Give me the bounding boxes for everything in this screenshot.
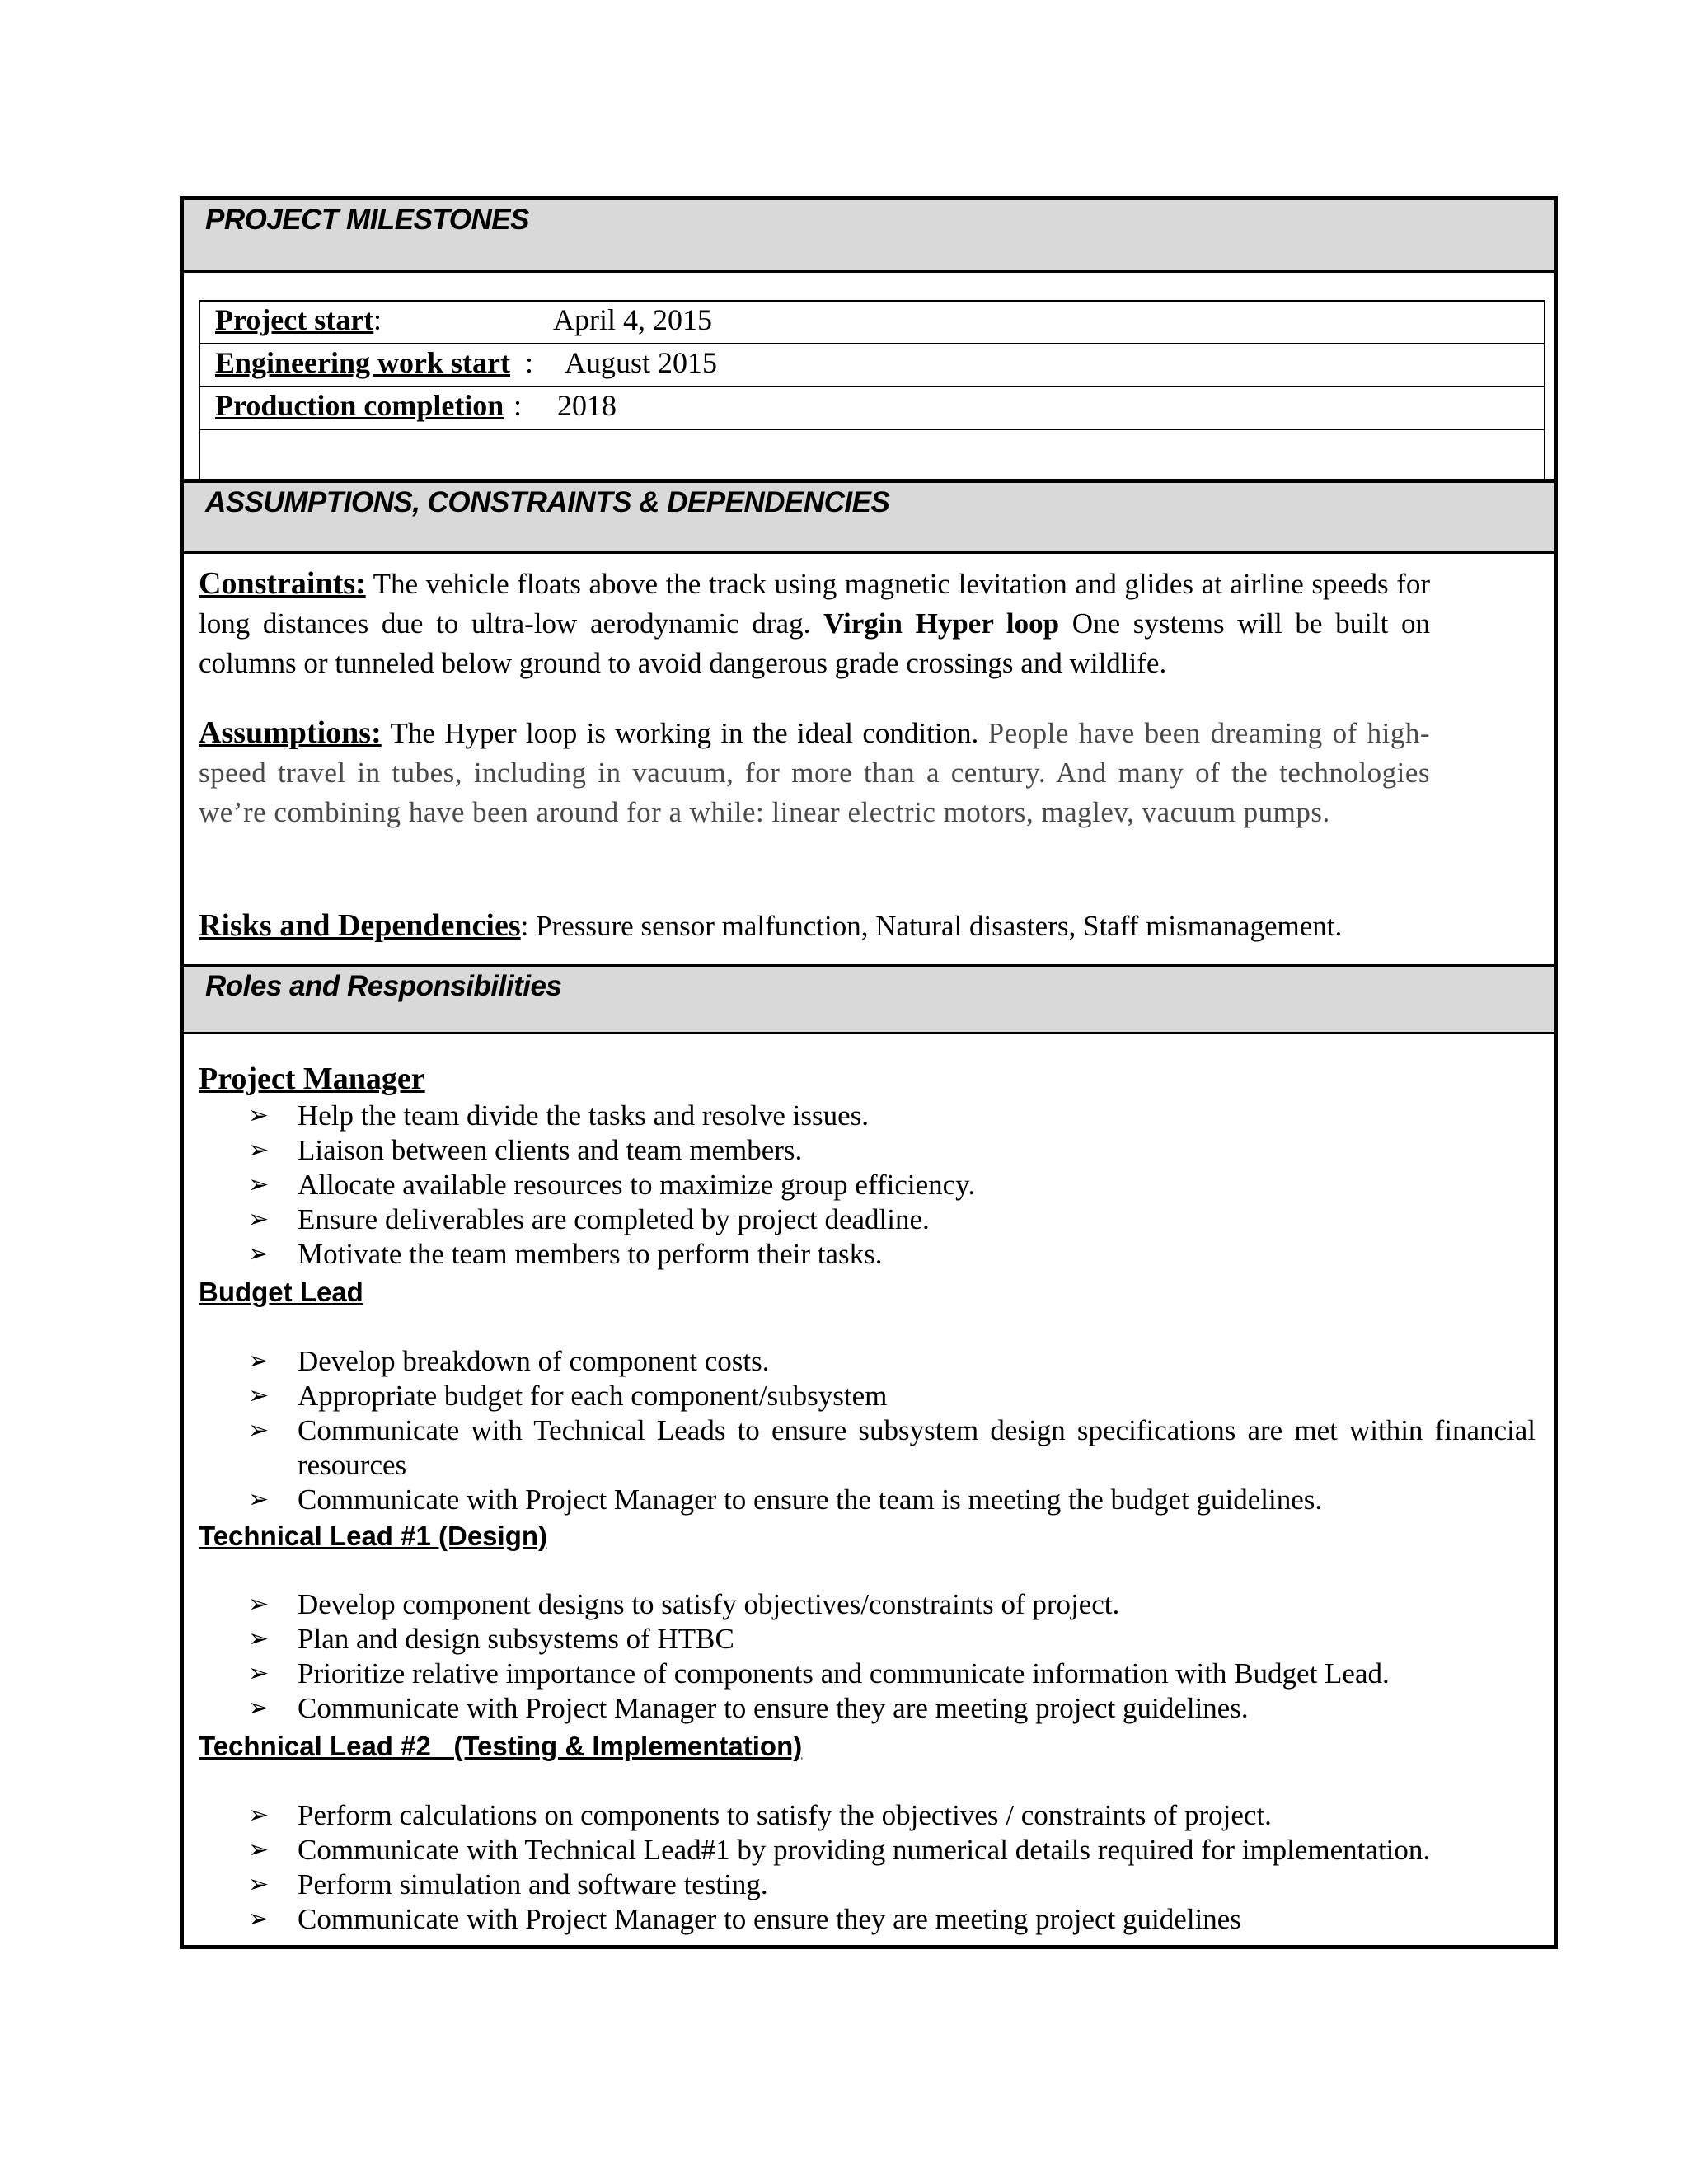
- milestone-label: Production completion: [215, 389, 504, 422]
- milestone-colon: :: [525, 346, 534, 379]
- milestones-table: [199, 300, 1545, 483]
- list-item-text: Communicate with Project Manager to ensure the team is meeting the budget guidelines.: [298, 1483, 1323, 1516]
- list-item-text: Prioritize relative importance of components and communicate information with Budget Lead.: [298, 1657, 1390, 1690]
- milestone-row-production-completion: [200, 387, 1544, 430]
- milestone-label: Engineering work start: [215, 346, 510, 379]
- risks-paragraph: [199, 906, 1430, 946]
- bullet-arrow-icon: ➢: [248, 1240, 270, 1268]
- list-item-text: Develop breakdown of component costs.: [298, 1345, 770, 1377]
- constraints-label: Constraints:: [199, 566, 366, 601]
- list-item-text: Perform calculations on components to satisfy the objectives / constraints of project.: [298, 1799, 1272, 1831]
- roles-header: Roles and Responsibilities: [184, 964, 1554, 1034]
- list-item-text: Communicate with Technical Leads to ensure subsystem design specifications are met within financial resources: [298, 1414, 1536, 1481]
- bullet-arrow-icon: ➢: [248, 1590, 270, 1619]
- milestone-colon: :: [373, 303, 382, 336]
- acd-section: [184, 554, 1554, 964]
- bullet-arrow-icon: ➢: [248, 1347, 270, 1376]
- milestone-row-empty: [200, 430, 1544, 483]
- milestone-label: Project start: [215, 303, 374, 336]
- list-item-text: Liaison between clients and team members.: [298, 1134, 803, 1166]
- assumptions-text-2: People have been dreaming of high-speed travel in tubes, including in vacuum, for more than a century. And many of the technologies we’re combining have been around for a while: linear electric motors, maglev, vacuum pumps.: [199, 717, 1431, 828]
- risks-text: : Pressure sensor malfunction, Natural disasters, Staff mismanagement.: [520, 910, 1343, 942]
- list-item-text: Ensure deliverables are completed by project deadline.: [298, 1203, 930, 1235]
- assumptions-label: Assumptions:: [199, 715, 382, 750]
- bullet-arrow-icon: ➢: [248, 1170, 270, 1199]
- bullet-arrow-icon: ➢: [248, 1101, 270, 1130]
- list-item-text: Communicate with Technical Lead#1 by providing numerical details required for implementation.: [298, 1834, 1431, 1866]
- milestone-colon: :: [513, 389, 523, 422]
- constraints-text-2: One systems will be built on columns or tunneled below ground to avoid dangerous grade crossings and wildlife.: [199, 607, 1430, 679]
- project-manager-title: Project Manager: [199, 1062, 425, 1096]
- milestone-row-project-start: [200, 302, 1544, 344]
- bullet-arrow-icon: ➢: [248, 1136, 270, 1165]
- risks-label: Risks and Dependencies: [199, 908, 521, 943]
- tech-lead-2-title: Technical Lead #2 (Testing & Implementation): [199, 1731, 803, 1761]
- milestone-row-engineering-start: [200, 344, 1544, 387]
- list-item-text: Communicate with Project Manager to ensure they are meeting project guidelines.: [298, 1692, 1249, 1724]
- list-item-text: Develop component designs to satisfy objectives/constraints of project.: [298, 1588, 1120, 1620]
- bullet-arrow-icon: ➢: [248, 1694, 270, 1722]
- bullet-arrow-icon: ➢: [248, 1381, 270, 1410]
- milestone-value: April 4, 2015: [553, 303, 712, 336]
- milestones-header: PROJECT MILESTONES: [184, 200, 1554, 273]
- roles-section: [184, 1034, 1554, 1945]
- constraints-text: The vehicle floats above the track using magnetic levitation and glides at airline speeds for long distances due to ultra-low aerodynamic drag.: [199, 568, 1430, 640]
- milestone-value: August 2015: [565, 346, 718, 379]
- assumptions-paragraph: [199, 713, 1430, 832]
- list-item-text: Help the team divide the tasks and resolve issues.: [298, 1099, 870, 1132]
- list-item-text: Allocate available resources to maximize group efficiency.: [298, 1169, 976, 1201]
- project-document: [180, 196, 1558, 1949]
- bullet-arrow-icon: ➢: [248, 1624, 270, 1653]
- bullet-arrow-icon: ➢: [248, 1205, 270, 1234]
- list-item-text: Motivate the team members to perform their tasks.: [298, 1238, 883, 1270]
- bullet-arrow-icon: ➢: [248, 1870, 270, 1899]
- bullet-arrow-icon: ➢: [248, 1801, 270, 1830]
- bullet-arrow-icon: ➢: [248, 1485, 270, 1514]
- list-item-text: Perform simulation and software testing.: [298, 1868, 768, 1900]
- list-item-text: Communicate with Project Manager to ensure they are meeting project guidelines: [298, 1903, 1241, 1935]
- bullet-arrow-icon: ➢: [248, 1835, 270, 1864]
- milestones-section: [184, 273, 1554, 483]
- acd-header: ASSUMPTIONS, CONSTRAINTS & DEPENDENCIES: [184, 483, 1554, 554]
- bullet-arrow-icon: ➢: [248, 1416, 270, 1445]
- bullet-arrow-icon: ➢: [248, 1659, 270, 1688]
- tech-lead-1-title: Technical Lead #1 (Design): [199, 1521, 548, 1551]
- constraints-paragraph: [199, 564, 1430, 683]
- constraints-bold: Virgin Hyper loop: [823, 607, 1060, 640]
- milestone-value: 2018: [557, 389, 617, 422]
- budget-lead-title: Budget Lead: [199, 1277, 363, 1307]
- bullet-arrow-icon: ➢: [248, 1905, 270, 1933]
- list-item-text: Plan and design subsystems of HTBC: [298, 1623, 734, 1655]
- list-item-text: Appropriate budget for each component/subsystem: [298, 1380, 888, 1412]
- assumptions-text: The Hyper loop is working in the ideal condition.: [381, 717, 988, 749]
